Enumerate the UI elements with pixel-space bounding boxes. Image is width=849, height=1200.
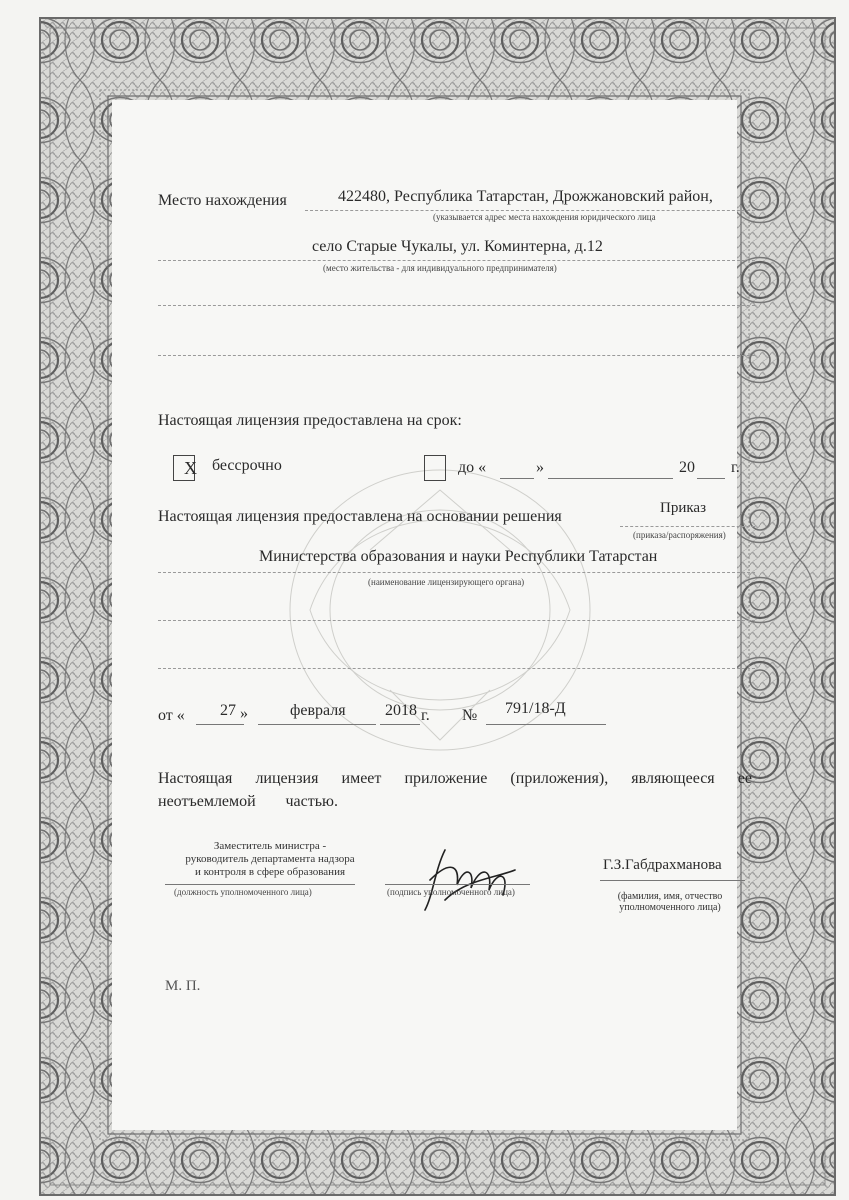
stamp-place: М. П.	[165, 978, 201, 994]
until-year-line	[697, 478, 725, 479]
address-underline-1	[305, 210, 755, 211]
official-position	[170, 840, 370, 879]
basis-doc-type-hint: (приказа/распоряжения)	[633, 530, 726, 540]
order-day-line	[196, 724, 244, 725]
unlimited-checkbox[interactable]	[173, 455, 195, 481]
appendix-word: частью.	[285, 793, 338, 810]
address-underline-2	[158, 260, 755, 261]
checkbox-mark: X	[184, 458, 197, 478]
address-hint-1: (указывается адрес места нахождения юридического лица	[433, 212, 656, 222]
order-year-line	[380, 724, 420, 725]
blank-line	[158, 620, 755, 621]
position-line-rule	[165, 884, 355, 885]
name-hint-line: (фамилия, имя, отчество	[617, 891, 723, 902]
order-month: февраля	[290, 702, 346, 719]
address-line-2: село Старые Чукалы, ул. Коминтерна, д.12	[312, 238, 603, 255]
term-heading: Настоящая лицензия предоставлена на срок:	[158, 412, 462, 429]
position-hint: (должность уполномоченного лица)	[174, 887, 312, 897]
blank-line	[158, 355, 755, 356]
blank-line	[158, 668, 755, 669]
position-line: Заместитель министра -	[213, 840, 327, 852]
basis-doc-type: Приказ	[660, 500, 707, 516]
position-line: и контроля в сфере образования	[194, 866, 346, 878]
order-day: 27	[220, 702, 236, 719]
basis-doc-type-line	[620, 526, 755, 527]
address-line-1: 422480, Республика Татарстан, Дрожжановский район,	[338, 188, 713, 205]
appendix-word: Настоящая	[158, 770, 233, 787]
signatory-name: Г.З.Габдрахманова	[603, 857, 722, 873]
until-close-quote: »	[536, 459, 544, 476]
until-label: до «	[458, 459, 487, 476]
address-label: Место нахождения	[158, 192, 287, 209]
until-year-prefix: 20	[679, 459, 695, 476]
authority-hint: (наименование лицензирующего органа)	[368, 577, 525, 587]
name-hint	[600, 891, 740, 913]
name-hint-line: уполномоченного лица)	[619, 902, 721, 913]
appendix-word: неотъемлемой	[158, 793, 256, 810]
authority-underline	[158, 572, 755, 573]
order-day-close: »	[240, 705, 248, 722]
name-line	[600, 880, 745, 881]
signature-hint: (подпись уполномоченного лица)	[387, 887, 515, 897]
appendix-word: лицензия	[255, 770, 319, 787]
handwritten-signature	[405, 840, 525, 920]
appendix-word: (приложения),	[510, 770, 609, 787]
appendix-line-1	[158, 770, 752, 788]
until-year-suffix: г.	[731, 459, 740, 476]
until-day-line	[500, 478, 534, 479]
appendix-word: являющееся	[631, 770, 715, 787]
blank-line	[158, 305, 755, 306]
order-number-line	[486, 724, 606, 725]
unlimited-label: бессрочно	[212, 457, 282, 474]
appendix-word: имеет	[341, 770, 382, 787]
until-checkbox[interactable]	[424, 455, 446, 481]
order-year-suffix: г.	[421, 707, 430, 724]
order-month-line	[258, 724, 376, 725]
position-line: руководитель департамента надзора	[185, 853, 355, 865]
basis-text: Настоящая лицензия предоставлена на основании решения	[158, 508, 562, 525]
order-number-label: №	[462, 707, 478, 724]
licensing-authority: Министерства образования и науки Республики Татарстан	[259, 548, 658, 565]
order-year: 2018	[385, 702, 417, 719]
appendix-word: приложение	[404, 770, 488, 787]
signature-line	[385, 884, 530, 885]
until-month-line	[548, 478, 673, 479]
appendix-word: ее	[737, 770, 752, 787]
appendix-line-2	[158, 793, 338, 811]
state-emblem-watermark	[250, 430, 630, 790]
address-hint-2: (место жительства - для индивидуального предпринимателя)	[323, 263, 557, 273]
order-from-label: от «	[158, 707, 185, 724]
order-number: 791/18-Д	[505, 700, 566, 717]
